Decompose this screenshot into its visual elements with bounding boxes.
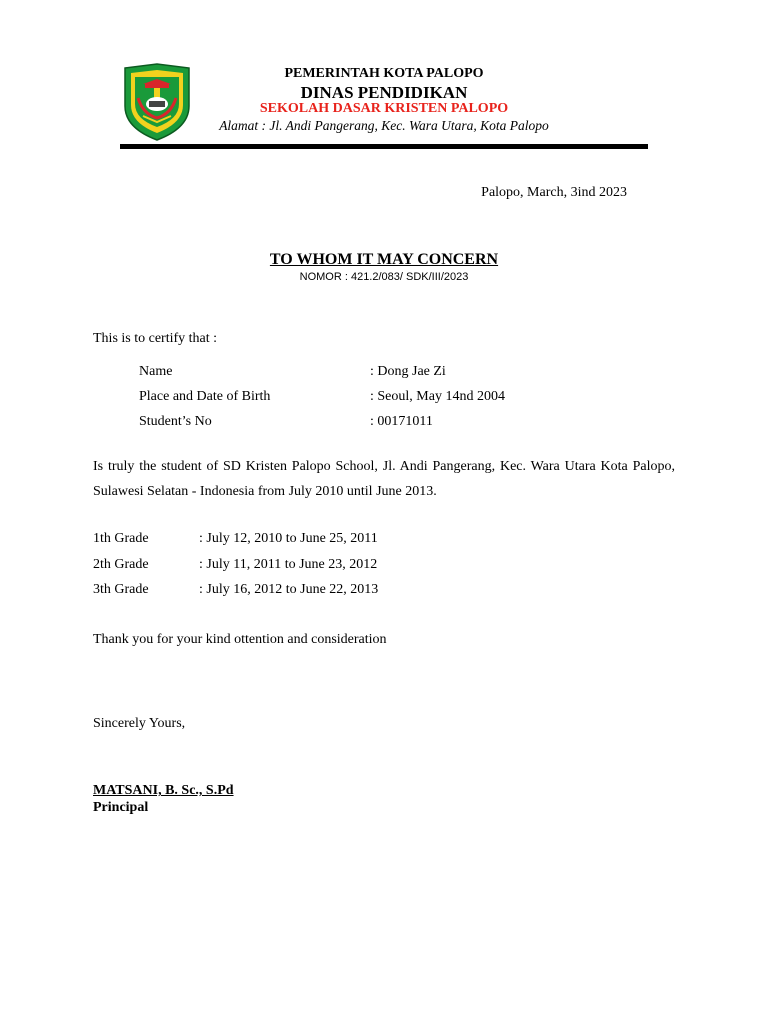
letter-date: Palopo, March, 3ind 2023 bbox=[481, 185, 627, 200]
school-address: Alamat : Jl. Andi Pangerang, Kec. Wara Utara, Kota Palopo bbox=[219, 118, 549, 133]
department-name: DINAS PENDIDIKAN bbox=[300, 83, 468, 102]
salutation: Sincerely Yours, bbox=[93, 716, 186, 731]
grade-label-3: 3th Grade bbox=[93, 582, 149, 597]
letterhead-divider bbox=[120, 144, 648, 149]
detail-label-birth: Place and Date of Birth bbox=[139, 389, 271, 404]
detail-value-student-no: : 00171011 bbox=[370, 414, 433, 429]
letter-number: NOMOR : 421.2/083/ SDK/III/2023 bbox=[299, 271, 469, 283]
closing-text: Thank you for your kind ottention and consideration bbox=[93, 632, 387, 647]
letter-title: TO WHOM IT MAY CONCERN bbox=[269, 251, 499, 268]
government-name: PEMERINTAH KOTA PALOPO bbox=[284, 66, 484, 81]
certify-intro: This is to certify that : bbox=[93, 331, 218, 346]
detail-value-birth: : Seoul, May 14nd 2004 bbox=[370, 389, 505, 404]
grade-period-2: : July 11, 2011 to June 23, 2012 bbox=[199, 557, 378, 572]
detail-value-name: : Dong Jae Zi bbox=[370, 364, 446, 379]
grade-label-1: 1th Grade bbox=[93, 531, 149, 546]
detail-label-name: Name bbox=[139, 364, 173, 379]
detail-label-student-no: Student’s No bbox=[139, 414, 212, 429]
enrollment-statement: Is truly the student of SD Kristen Palopo School, Jl. Andi Pangerang, Kec. Wara Utara Kota Palopo, Sulawesi Selatan - Indonesia from July 2010 until June 2013. bbox=[93, 459, 675, 499]
grade-period-3: : July 16, 2012 to June 22, 2013 bbox=[199, 582, 379, 597]
signatory-title: Principal bbox=[93, 800, 149, 815]
grade-period-1: : July 12, 2010 to June 25, 2011 bbox=[199, 531, 378, 546]
palopo-city-crest-icon bbox=[121, 62, 193, 142]
signatory-name: MATSANI, B. Sc., S.Pd bbox=[93, 783, 234, 798]
school-name: SEKOLAH DASAR KRISTEN PALOPO bbox=[259, 101, 509, 116]
grade-label-2: 2th Grade bbox=[93, 557, 149, 572]
